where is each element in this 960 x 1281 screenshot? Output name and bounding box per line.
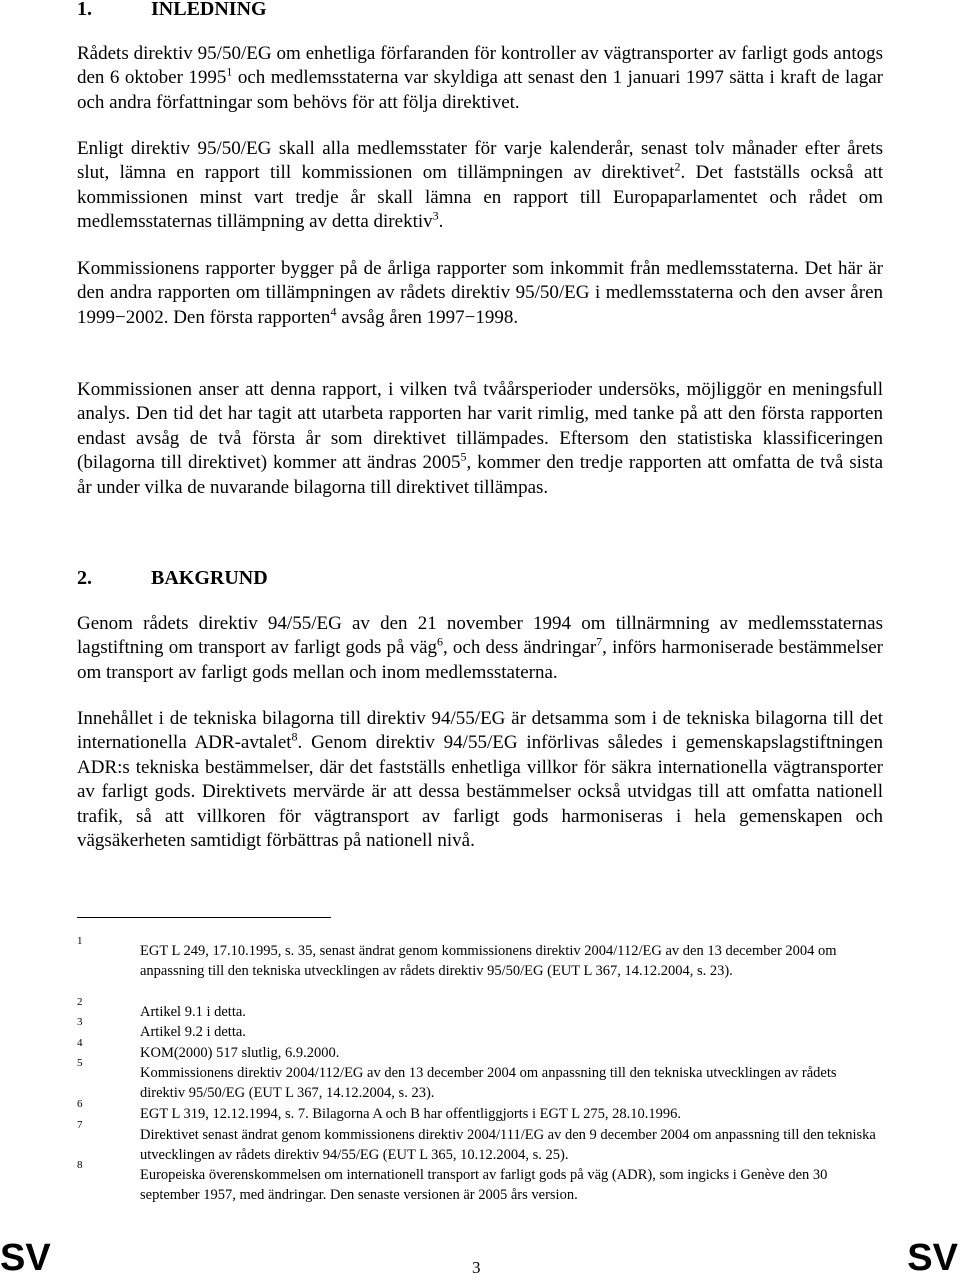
footnote-ref-7: 7 xyxy=(596,635,603,650)
footnote-separator xyxy=(77,917,331,918)
footnote-2 xyxy=(77,996,883,1022)
footnote-6 xyxy=(77,1098,883,1124)
footnote-3 xyxy=(77,1016,883,1042)
section-heading-2 xyxy=(77,566,268,590)
paragraph-text: Genom rådets direktiv 94/55/EG av den 21 november 1994 om tillnärmning av medlemsstaternas lagstiftning om transport av farligt gods på väg xyxy=(77,613,883,659)
footnote-number: 8 xyxy=(77,1159,83,1171)
paragraph-6 xyxy=(77,707,883,853)
section-title: BAKGRUND xyxy=(151,567,268,589)
footnote-text: EGT L 249, 17.10.1995, s. 35, senast ändrat genom kommissionens direktiv 2004/112/EG av den 13 december 2004 om anpassning till den tekniska utvecklingen av rådets direktiv 95/50/EG (EUT L 367, 14.12.2004, s. 23). xyxy=(140,943,837,980)
paragraph-5 xyxy=(77,612,883,685)
paragraph-text: Kommissionens rapporter bygger på de årliga rapporter som inkommit från medlemsstaterna. Det här är den andra rapporten om tillämpningen av rådets direktiv 95/50/EG i medlemsstaterna och den avser åren 1999−2002. Den första rapporten xyxy=(77,258,883,328)
footnote-1 xyxy=(77,935,883,982)
section-number: 1. xyxy=(77,0,92,20)
paragraph-text: avsåg åren 1997−1998. xyxy=(336,306,519,328)
paragraph-1 xyxy=(77,42,883,115)
footnote-ref-2: 2 xyxy=(674,160,681,175)
footnote-number: 2 xyxy=(77,996,83,1008)
paragraph-text: , kommer den tredje rapporten att omfatta de två sista år under vilka de nuvarande bilagorna till direktivet tillämpas. xyxy=(77,452,884,498)
paragraph-text: , införs harmoniserade bestämmelser om transport av farligt gods mellan och inom medlemsstaterna. xyxy=(77,637,883,683)
footnote-ref-1: 1 xyxy=(226,65,233,80)
paragraph-text: Kommissionen anser att denna rapport, i vilken två tvåårsperioder undersöks, möjliggör en meningsfull analys. Den tid det har tagit att utarbeta rapporten har varit rimlig, med tanke på att den första rapporten endast avsåg de två första år som direktivet tillämpades. Eftersom den statistiska klassificeringen (bilagorna till direktivet) kommer att ändras 2005 xyxy=(77,379,883,474)
section-title: INLEDNING xyxy=(151,0,267,20)
paragraph-text: Rådets direktiv 95/50/EG om enhetliga förfaranden för kontroller av vägtransporter av farligt gods antogs den 6 oktober 1995 xyxy=(77,43,883,89)
footnote-number: 4 xyxy=(77,1037,83,1049)
footnote-text: Direktivet senast ändrat genom kommissionens direktiv 2004/111/EG av den 9 december 2004 om anpassning till den tekniska utvecklingen av rådets direktiv 94/55/EG (EUT L 365, 10.12.2004, s. 25). xyxy=(140,1127,876,1164)
paragraph-text: och medlemsstaterna var skyldiga att senast den 1 januari 1997 sätta i kraft de lagar och andra författningar som behövs för att följa direktivet. xyxy=(77,67,883,113)
footnote-4 xyxy=(77,1037,883,1063)
footnote-8 xyxy=(77,1159,883,1206)
footnote-text: EGT L 319, 12.12.1994, s. 7. Bilagorna A och B har offentliggjorts i EGT L 275, 28.10.1996. xyxy=(140,1106,682,1122)
footnote-ref-3: 3 xyxy=(432,208,439,223)
footnote-text: Artikel 9.1 i detta. xyxy=(140,1004,246,1020)
paragraph-text: Innehållet i de tekniska bilagorna till direktiv 94/55/EG är detsamma som i de tekniska bilagorna till det internationella ADR-avtalet xyxy=(77,708,883,754)
paragraph-2 xyxy=(77,137,883,235)
language-code-right: SV xyxy=(907,1237,958,1279)
footnote-number: 6 xyxy=(77,1098,83,1110)
paragraph-text: . Det fastställs också att kommissionen minst vart tredje år skall lämna en rapport till Europaparlamentet och rådet om medlemsstaternas tillämpning av detta direktiv xyxy=(77,162,883,233)
paragraph-text: . Genom direktiv 94/55/EG införlivas således i gemenskapslagstiftningen ADR:s tekniska bestämmelser, där det fastställs enhetliga villkor för säkra internationella vägtransporter av farligt gods. Direktivets mervärde är att dessa bestämmelser också utvidgas till att omfatta nationell trafik, så att villkoren för vägtransport av farligt gods harmoniseras i hela gemenskapen och vägsäkerheten samtidigt förbättras på nationell nivå. xyxy=(77,732,883,852)
paragraph-text: . xyxy=(438,211,444,233)
footnote-text: Artikel 9.2 i detta. xyxy=(140,1024,246,1040)
page-number: 3 xyxy=(472,1258,481,1277)
paragraph-3 xyxy=(77,257,883,330)
section-number: 2. xyxy=(77,567,92,589)
footnote-5 xyxy=(77,1057,883,1104)
footnote-ref-5: 5 xyxy=(460,449,467,464)
footnote-ref-6: 6 xyxy=(437,635,444,650)
footnote-text: Europeiska överenskommelsen om internationell transport av farligt gods på väg (ADR), som ingicks i Genève den 30 september 1957, med ändringar. Den senaste versionen är 2005 års version. xyxy=(140,1167,828,1204)
footnote-ref-4: 4 xyxy=(330,304,337,319)
footnote-number: 5 xyxy=(77,1057,83,1069)
section-heading-1 xyxy=(77,0,267,21)
footnote-ref-8: 8 xyxy=(291,730,298,745)
paragraph-text: , och dess ändringar xyxy=(443,637,597,659)
footnote-number: 3 xyxy=(77,1016,83,1028)
paragraph-4 xyxy=(77,378,883,500)
paragraph-text: Enligt direktiv 95/50/EG skall alla medlemsstater för varje kalenderår, senast tolv månader efter årets slut, lämna en rapport till kommissionen om tillämpningen av direktivet xyxy=(77,138,883,184)
footnote-number: 7 xyxy=(77,1119,83,1131)
footnote-text: Kommissionens direktiv 2004/112/EG av den 13 december 2004 om anpassning till den tekniska utvecklingen av rådets direktiv 95/50/EG (EUT L 367, 14.12.2004, s. 23). xyxy=(140,1065,837,1102)
footnote-text: KOM(2000) 517 slutlig, 6.9.2000. xyxy=(140,1045,340,1061)
footnote-number: 1 xyxy=(77,935,83,947)
language-code-left: SV xyxy=(0,1237,51,1279)
footnote-7 xyxy=(77,1119,883,1166)
